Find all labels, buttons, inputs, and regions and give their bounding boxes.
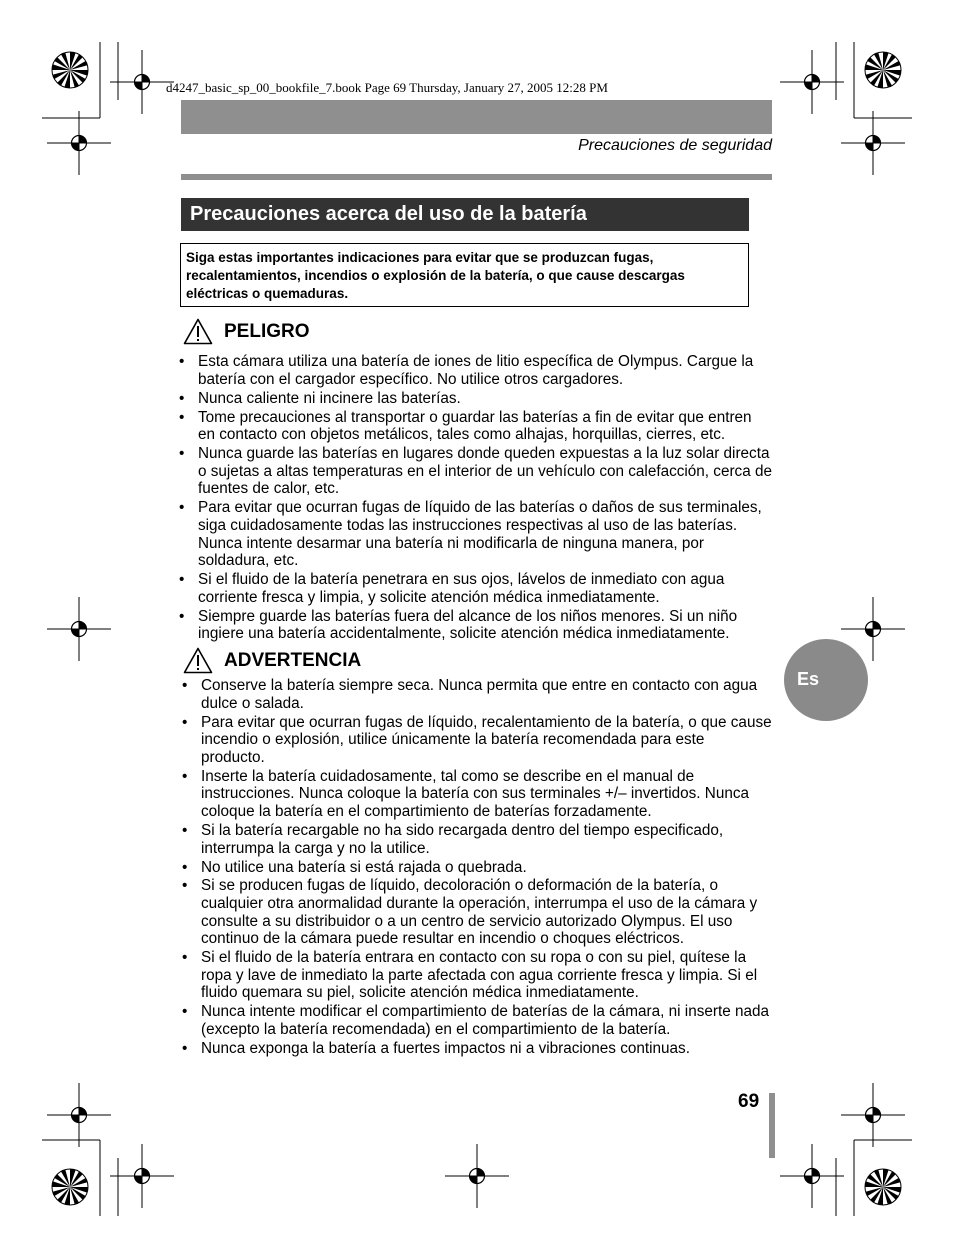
- header-divider: [181, 174, 772, 180]
- running-header: Precauciones de seguridad: [578, 137, 772, 154]
- list-item: • Inserte la batería cuidadosamente, tal como se describe en el manual de instrucciones. Nunca coloque la batería con sus terminales +/– invertidos. Nunca coloque la batería en el compartimiento de baterías forzadamente.: [201, 768, 772, 821]
- list-item: • Tome precauciones al transportar o guardar las baterías a fin de evitar que entren en contacto con objetos metálicos, tales como alhajas, horquillas, cierres, etc.: [198, 409, 772, 444]
- warning-triangle-icon: [183, 318, 213, 345]
- advertencia-heading: [183, 647, 361, 674]
- list-item: • Para evitar que ocurran fugas de líquido, recalentamiento de la batería, o que cause incendio o explosión, utilice únicamente la batería recomendada para este producto.: [201, 714, 772, 767]
- list-item: • Siempre guarde las baterías fuera del alcance de los niños menores. Si un niño ingiere una batería accidentalmente, solicite atención médica inmediatamente.: [198, 608, 772, 643]
- header-bar: [181, 100, 772, 134]
- list-item: • Si la batería recargable no ha sido recargada dentro del tiempo especificado, interrumpa la carga y no la utilice.: [201, 822, 772, 857]
- list-item: • Si el fluido de la batería entrara en contacto con su ropa o con su piel, quítese la ropa y lave de inmediato la parte afectada con agua corriente fresca y limpia. Si el fluido quemara su piel, solicite atención médica inmediatamente.: [201, 949, 772, 1002]
- peligro-heading-label: PELIGRO: [224, 320, 310, 342]
- section-title: Precauciones acerca del uso de la batería: [181, 198, 749, 231]
- peligro-heading: [183, 318, 310, 345]
- list-item: • Conserve la batería siempre seca. Nunca permita que entre en contacto con agua dulce o salada.: [201, 677, 772, 712]
- print-metadata: d4247_basic_sp_00_bookfile_7.book Page 69 Thursday, January 27, 2005 12:28 PM: [166, 80, 608, 95]
- language-tab-label: Es: [797, 669, 820, 689]
- list-item: • Nunca intente modificar el compartimiento de baterías de la cámara, ni inserte nada (excepto la batería recomendada) en el compartimiento de la batería.: [201, 1003, 772, 1038]
- list-item: • Esta cámara utiliza una batería de iones de litio específica de Olympus. Cargue la batería con el cargador específico. No utilice otros cargadores.: [198, 353, 772, 388]
- language-tab: [784, 639, 868, 721]
- list-item: • Para evitar que ocurran fugas de líquido de las baterías o daños de sus terminales, siga cuidadosamente todas las instrucciones respectivas al uso de las baterías. Nunca intente desarmar una batería ni modificarla de ninguna manera, por soldadura, etc.: [198, 499, 772, 569]
- advertencia-list: [201, 677, 772, 1059]
- page-number: 69: [738, 1091, 760, 1112]
- list-item: • Nunca caliente ni incinere las baterías.: [198, 390, 772, 408]
- list-item: • Si el fluido de la batería penetrara en sus ojos, lávelos de inmediato con agua corriente fresca y limpia, y solicite atención médica inmediatamente.: [198, 571, 772, 606]
- list-item: • Nunca exponga la batería a fuertes impactos ni a vibraciones continuas.: [201, 1040, 772, 1058]
- page-number-bar: [769, 1093, 775, 1158]
- list-item: • No utilice una batería si está rajada o quebrada.: [201, 859, 772, 877]
- list-item: • Si se producen fugas de líquido, decoloración o deformación de la batería, o cualquier otra anormalidad durante la operación, interrumpa el uso de la cámara y consulte a su distribuidor o a un centro de servicio autorizado Olympus. El uso continuo de la cámara puede resultar en incendio o choques eléctricos.: [201, 877, 772, 947]
- list-item: • Nunca guarde las baterías en lugares donde queden expuestas a la luz solar directa o sujetas a altas temperaturas en el interior de un vehículo con calefacción, cerca de fuentes de calor, etc.: [198, 445, 772, 498]
- intro-warning-box: Siga estas importantes indicaciones para evitar que se produzcan fugas, recalentamientos, incendios o explosión de la batería, o que cause descargas eléctricas o quemaduras.: [180, 243, 749, 307]
- peligro-list: [198, 353, 772, 644]
- advertencia-heading-label: ADVERTENCIA: [224, 649, 362, 671]
- warning-triangle-icon: [183, 647, 213, 674]
